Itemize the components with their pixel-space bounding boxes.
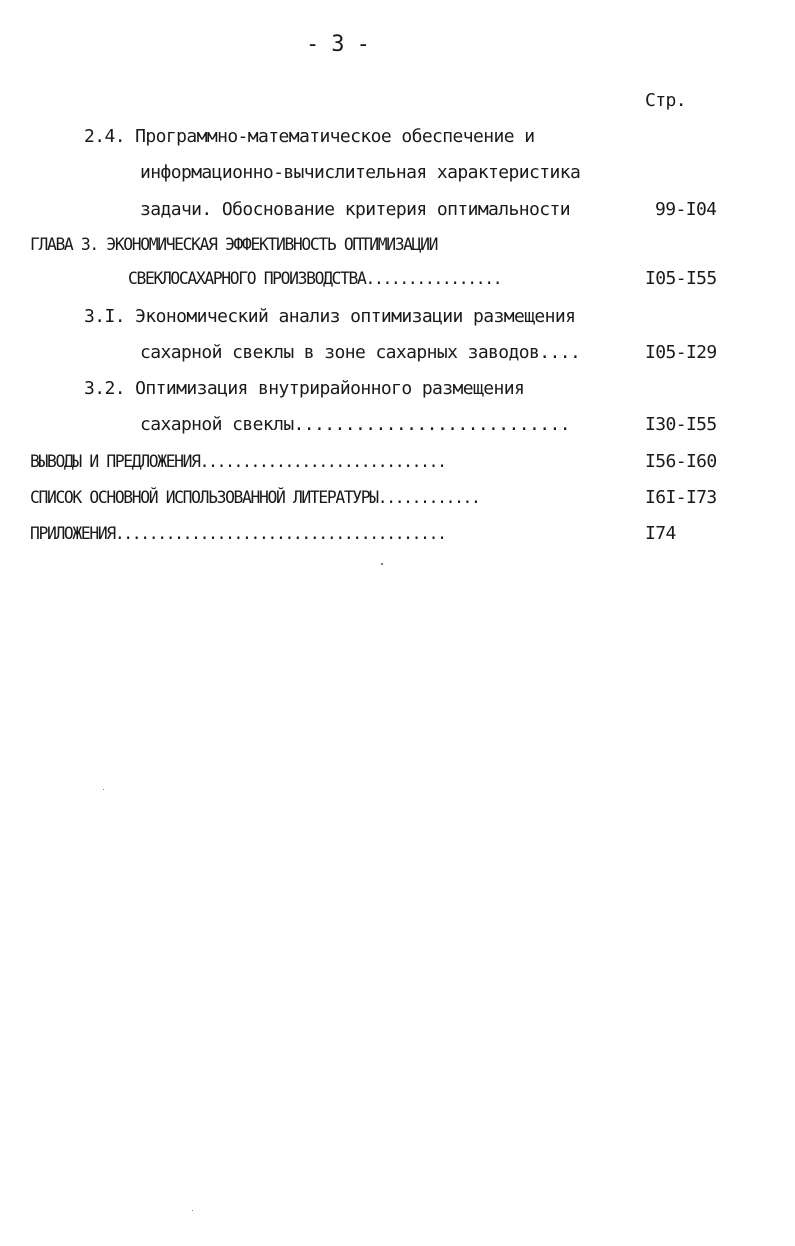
toc-line: 3.I. Экономический анализ оптимизации размещения — [84, 306, 576, 327]
toc-line: ПРИЛОЖЕНИЯ....................................... — [30, 524, 446, 544]
toc-line: СВЕКЛОСАХАРНОГО ПРОИЗВОДСТВА................ — [128, 269, 502, 289]
toc-line: задачи. Обоснование критерия оптимальности — [140, 199, 570, 220]
toc-line: сахарной свеклы в зоне сахарных заводов.... — [140, 342, 581, 363]
toc-line: 3.2. Оптимизация внутрирайонного размещения — [84, 378, 525, 399]
toc-line: СПИСОК ОСНОВНОЙ ИСПОЛЬЗОВАННОЙ ЛИТЕРАТУРЫ............ — [30, 488, 480, 508]
scan-speck — [103, 789, 104, 790]
toc-page-range: I56-I60 — [645, 451, 717, 472]
page-column-header: Стр. — [645, 90, 686, 111]
scan-speck — [192, 1210, 193, 1211]
toc-line: ВЫВОДЫ И ПРЕДЛОЖЕНИЯ............................. — [30, 452, 446, 472]
toc-line: сахарной свеклы........................... — [140, 414, 570, 435]
scan-speck — [381, 563, 383, 565]
toc-page-range: 99-I04 — [655, 199, 717, 220]
toc-page-range: I05-I29 — [645, 342, 717, 363]
toc-page-range: I6I-I73 — [645, 487, 717, 508]
toc-page-range: I74 — [645, 523, 676, 544]
page-number: - 3 - — [306, 32, 370, 57]
toc-line: ГЛАВА 3. ЭКОНОМИЧЕСКАЯ ЭФФЕКТИВНОСТЬ ОПТИМИЗАЦИИ — [30, 235, 438, 255]
toc-line: информационно-вычислительная характеристика — [140, 162, 581, 183]
toc-page-range: I30-I55 — [645, 414, 717, 435]
toc-page-range: I05-I55 — [645, 268, 717, 289]
toc-line: 2.4. Программно-математическое обеспечение и — [84, 126, 535, 147]
